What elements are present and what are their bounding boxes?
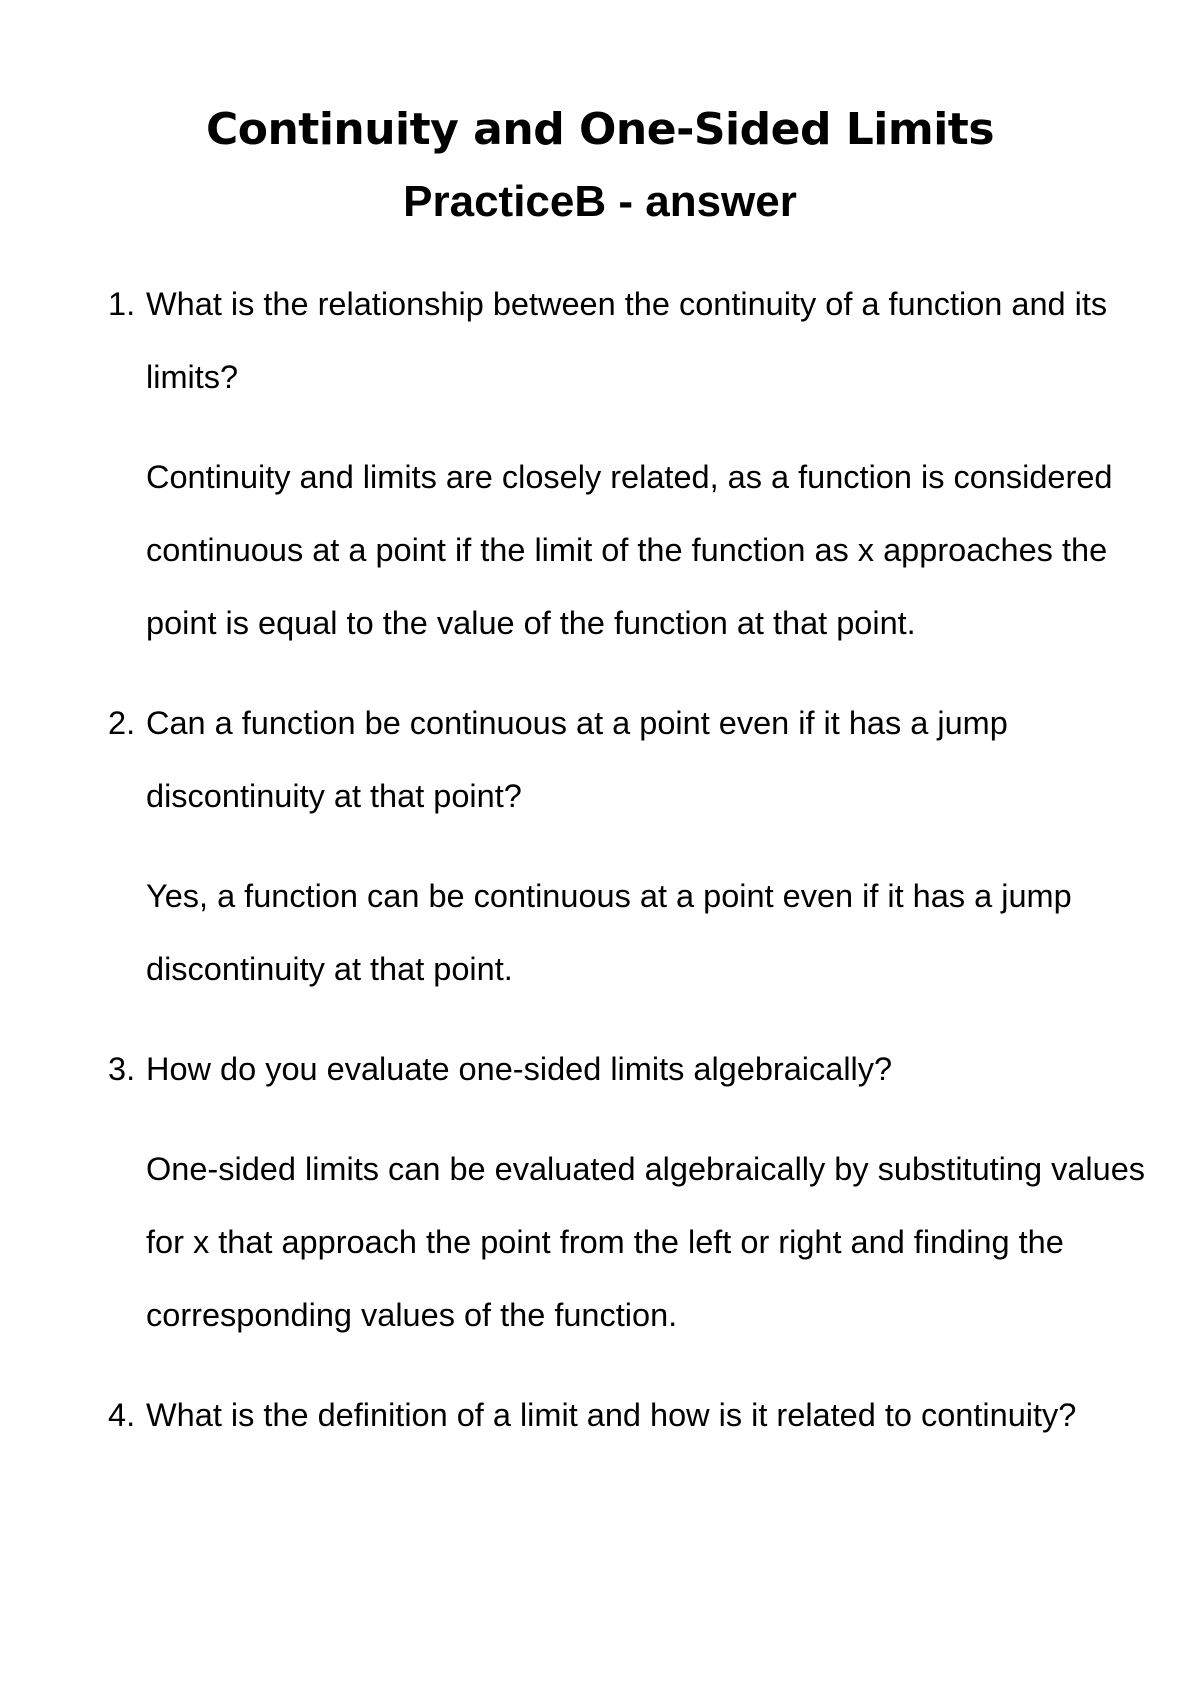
title-block [0,100,1200,232]
question-text: Can a function be continuous at a point even if it has a jump discontinuity at that point? [146,705,1008,814]
page-title: Continuity and One-Sided Limits [205,104,995,155]
question-item-4 [108,1379,1148,1452]
question-text: What is the relationship between the continuity of a function and its limits? [146,286,1108,395]
answer-text: One-sided limits can be evaluated algebraically by substituting values for x that approach the point from the left or right and finding the corresponding values of the function. [146,1151,1146,1333]
question-item-3 [108,1033,1148,1352]
question-number: 2. [108,705,136,741]
answer-text: Continuity and limits are closely related, as a function is considered continuous at a point if the limit of the function as x approaches the point is equal to the value of the function at that point. [146,459,1113,641]
question-text: How do you evaluate one-sided limits algebraically? [146,1051,893,1087]
question-item-2 [108,687,1148,1006]
question-list [108,268,1148,1452]
question-number: 3. [108,1051,136,1087]
question-number: 1. [108,286,136,322]
answer-text: Yes, a function can be continuous at a point even if it has a jump discontinuity at that point. [146,878,1072,987]
question-item-1 [108,268,1148,660]
question-number: 4. [108,1397,136,1433]
question-text: What is the definition of a limit and how is it related to continuity? [146,1397,1077,1433]
page-subtitle: PracticeB - answer [403,177,797,226]
